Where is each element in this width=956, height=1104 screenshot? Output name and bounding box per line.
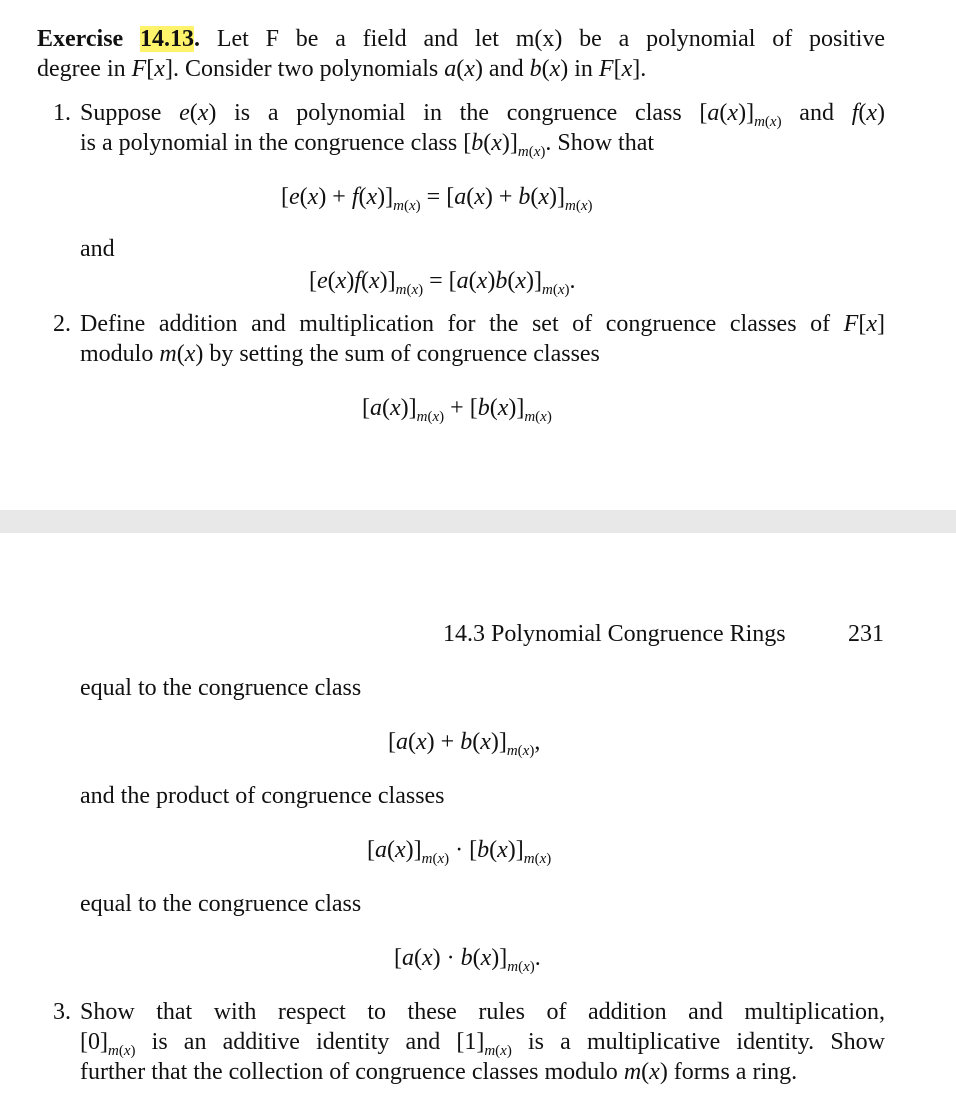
exercise-number: 14.13 [140,26,195,52]
item1-connector: and [80,236,115,262]
item3-line1: Show that with respect to these rules of addition and multiplication, [80,999,885,1025]
page-top [0,0,956,510]
item2-equation-sum: $[a(x)]_{m(x)} + [b(x)]_{m(x)}$ [362,395,552,425]
continuation-text3: equal to the congruence class [80,891,362,917]
equation-sum-class: $[a(x) + b(x)]_{m(x)}$, [388,729,541,759]
page-break-divider [0,510,956,533]
item1-equation-sum: $[e(x) + f(x)]_{m(x)} = [a(x) + b(x)]_{m(x)}$ [281,184,593,214]
running-header-section: 14.3 Polynomial Congruence Rings [443,621,786,647]
item1-line2: is a polynomial in the congruence class $[b(x)]_{m(x)}$. Show that [80,130,655,160]
item3-line3: further that the collection of congruence classes modulo m(x) forms a ring. [80,1059,798,1085]
item1-line1: Suppose e(x) is a polynomial in the congruence class $[a(x)]_{m(x)}$ and f(x) [80,100,886,130]
item2-line2: modulo m(x) by setting the sum of congruence classes [80,341,600,367]
item2-number: 2. [53,311,71,337]
equation-product-result: $[a(x) \cdot b(x)]_{m(x)}$. [394,945,541,975]
continuation-text1: equal to the congruence class [80,675,362,701]
exercise-intro-text: Let F be a field and let m(x) be a polynomial of positive [216,26,886,52]
exercise-intro-line2: degree in F[x]. Consider two polynomials a(x) and b(x) in F[x]. [37,56,647,82]
page-bottom [0,533,956,1104]
item1-number: 1. [53,100,71,126]
item2-line1: Define addition and multiplication for the set of congruence classes of F[x] [80,311,885,337]
exercise-label: Exercise [37,26,124,52]
item3-number: 3. [53,999,71,1025]
equation-product-classes: $[a(x)]_{m(x)} \cdot [b(x)]_{m(x)}$ [367,837,552,867]
running-header-page-number: 231 [848,621,884,647]
continuation-text2: and the product of congruence classes [80,783,445,809]
exercise-intro-line1: Exercise 14.13. Let F be a field and let m(x) be a polynomial of positive [37,26,886,52]
item1-equation-product: $[e(x)f(x)]_{m(x)} = [a(x)b(x)]_{m(x)}$. [309,268,576,298]
item3-line2: $[0]_{m(x)}$ is an additive identity and $[1]_{m(x)}$ is a multiplicative identity. Show [80,1029,885,1059]
